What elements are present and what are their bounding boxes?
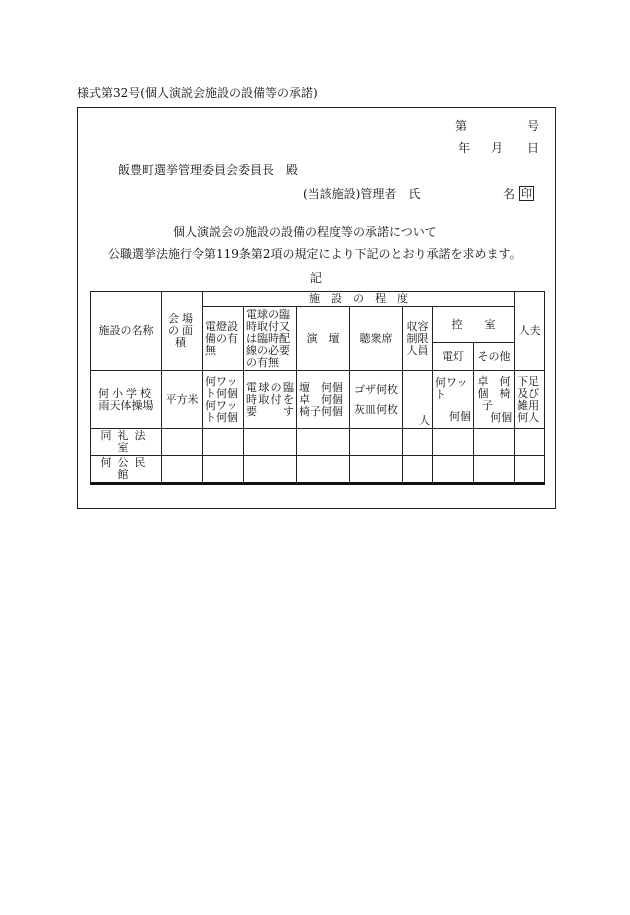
cell-room-other: 卓 何 個 椅 子 何個 bbox=[474, 371, 515, 429]
cell-facility-name: 同礼法室 bbox=[91, 429, 162, 456]
header-venue-area: 会場 の面 積 bbox=[162, 292, 203, 371]
header-facility-name: 施設の名称 bbox=[91, 292, 162, 371]
manager-label: (当該施設)管理者 氏 bbox=[303, 187, 421, 201]
date-month: 月 bbox=[491, 141, 504, 155]
cell-area: 平方米 bbox=[162, 371, 203, 429]
cell-audience-seats: ゴザ何枚 灰皿何枚 bbox=[350, 371, 403, 429]
cell-workers: 下足 及び 雑用 何人 bbox=[515, 371, 545, 429]
statement-line: 公職選挙法施行令第119条第2項の規定により下記のとおり承諾を求めます。 bbox=[108, 247, 522, 261]
table-row bbox=[91, 429, 545, 456]
cell-facility-name: 何公民館 bbox=[91, 456, 162, 484]
cell-room-light: 何ワット 何個 bbox=[433, 371, 474, 429]
name-label: 名 bbox=[503, 187, 516, 201]
cell-capacity: 人 bbox=[403, 371, 433, 429]
facility-table bbox=[90, 291, 545, 485]
header-workers: 人夫 bbox=[515, 292, 545, 371]
header-waiting-other: その他 bbox=[474, 343, 515, 371]
header-capacity-limit: 収容制限人員 bbox=[403, 307, 433, 371]
cell-temp-wiring: 電球の臨時取付を要す bbox=[244, 371, 297, 429]
cell-electric-light: 何ワット何個 何ワット何個 bbox=[203, 371, 244, 429]
form-title: 様式第32号(個人演説会施設の設備等の承諾) bbox=[77, 86, 318, 100]
number-suffix: 号 bbox=[527, 119, 540, 133]
header-waiting-room: 控 室 bbox=[433, 307, 515, 343]
cell-podium: 壇 何個 卓 何個 椅子何個 bbox=[297, 371, 350, 429]
header-temp-wiring: 電球の臨時取付又は臨時配線の必要の有無 bbox=[244, 307, 297, 371]
header-podium: 演 壇 bbox=[297, 307, 350, 371]
header-audience-seats: 聴衆席 bbox=[350, 307, 403, 371]
date-year: 年 bbox=[458, 141, 471, 155]
header-waiting-light: 電灯 bbox=[433, 343, 474, 371]
number-prefix: 第 bbox=[455, 119, 468, 133]
form-frame bbox=[77, 107, 556, 509]
subject-line: 個人演説会の施設の設備の程度等の承諾について bbox=[173, 225, 437, 239]
header-facility-degree: 施 設 の 程 度 bbox=[203, 292, 515, 307]
addressee: 飯豊町選挙管理委員会委員長 殿 bbox=[118, 163, 299, 177]
table-row bbox=[91, 371, 545, 429]
header-electric-light: 電燈設備の有無 bbox=[203, 307, 244, 371]
ki-mark: 記 bbox=[310, 271, 323, 285]
table-row bbox=[91, 456, 545, 484]
cell-facility-name: 何小学校 雨天体操場 bbox=[91, 371, 162, 429]
date-day: 日 bbox=[527, 141, 540, 155]
seal-mark: 印 bbox=[521, 187, 532, 200]
